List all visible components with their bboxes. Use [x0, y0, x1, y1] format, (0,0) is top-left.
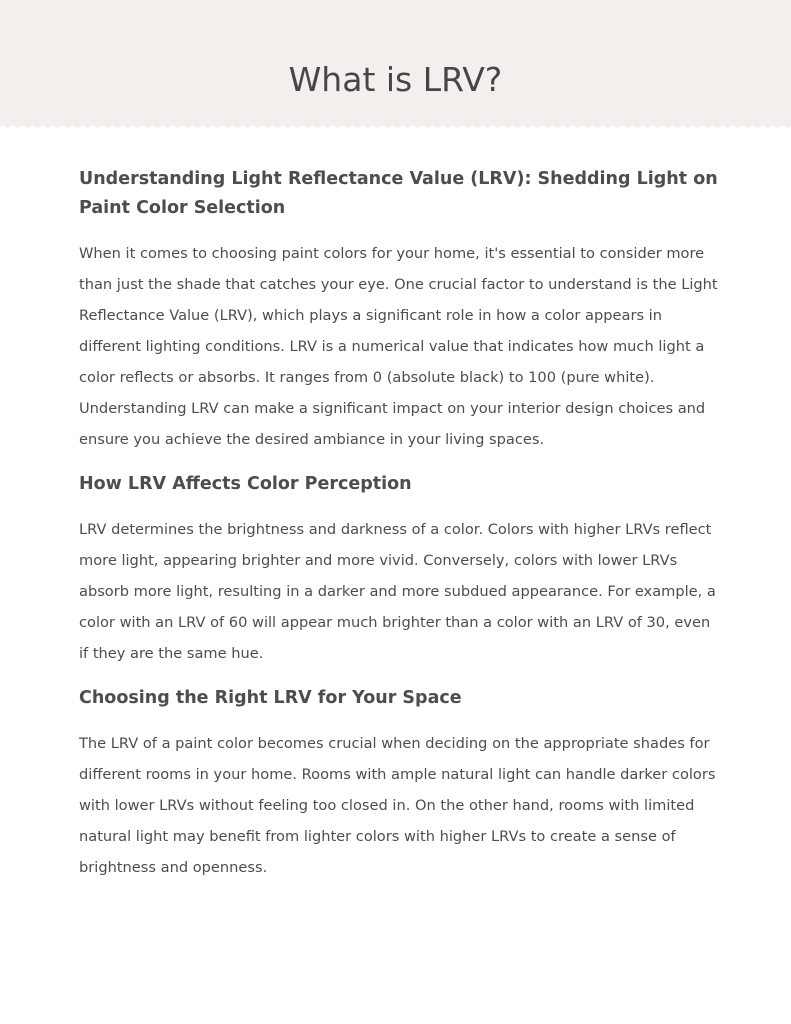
article-body — [79, 165, 719, 883]
page-header — [0, 0, 791, 126]
page-title: What is LRV? — [288, 60, 503, 99]
scalloped-divider — [0, 122, 791, 132]
section-paragraph-understanding-lrv: When it comes to choosing paint colors for your home, it's essential to consider more than just the shade that catches your eye. One crucial factor to understand is the Light Reflectance Value (LRV), which plays a significant role in how a color appears in different lighting conditions. LRV is a numerical value that indicates how much light a color reflects or absorbs. It ranges from 0 (absolute black) to 100 (pure white). Understanding LRV can make a significant impact on your interior design choices and ensure you achieve the desired ambiance in your living spaces. — [79, 245, 718, 448]
section-heading-choosing-lrv: Choosing the Right LRV for Your Space — [79, 688, 462, 708]
section-paragraph-choosing-lrv: The LRV of a paint color becomes crucial when deciding on the appropriate shades for different rooms in your home. Rooms with ample natural light can handle darker colors with lower LRVs without feeling too closed in. On the other hand, rooms with limited natural light may benefit from lighter colors with higher LRVs to create a sense of brightness and openness. — [79, 735, 716, 876]
section-heading-color-perception: How LRV Affects Color Perception — [79, 474, 412, 494]
section-paragraph-color-perception: LRV determines the brightness and darkness of a color. Colors with higher LRVs reflect more light, appearing brighter and more vivid. Conversely, colors with lower LRVs absorb more light, resulting in a darker and more subdued appearance. For example, a color with an LRV of 60 will appear much brighter than a color with an LRV of 30, even if they are the same hue. — [79, 521, 716, 662]
section-heading-understanding-lrv: Understanding Light Reflectance Value (LRV): Shedding Light on Paint Color Selection — [79, 169, 718, 218]
